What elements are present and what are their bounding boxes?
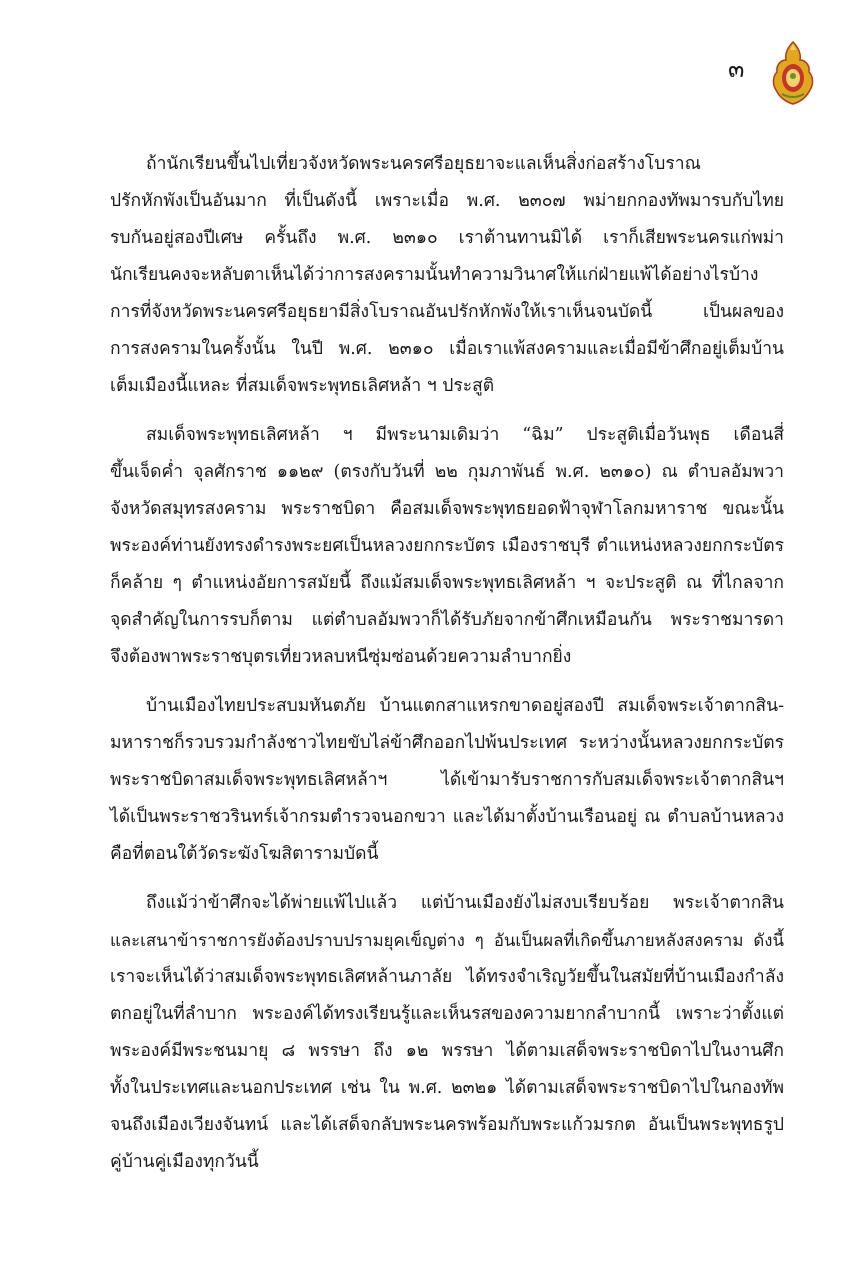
text-line: ปรักหักพังเป็นอันมาก ที่เป็นดังนี้ เพราะเมื่อ พ.ศ. ๒๓๐๗ พม่ายกกองทัพมารบกับไทย	[110, 191, 784, 211]
text-line: การสงครามในครั้งนั้น ในปี พ.ศ. ๒๓๑๐ เมื่อเราแพ้สงครามและเมื่อมีข้าศึกอยู่เต็มบ้าน	[110, 339, 784, 359]
text-line: ได้เป็นพระราชวรินทร์เจ้ากรมตำรวจนอกขวา และได้มาตั้งบ้านเรือนอยู่ ณ ตำบลบ้านหลวง	[110, 807, 784, 827]
text-line: ถ้านักเรียนขึ้นไปเที่ยวจังหวัดพระนครศรีอยุธยาจะแลเห็นสิ่งก่อสร้างโบราณ	[146, 154, 701, 174]
paragraph-3	[110, 688, 784, 873]
text-line: และเสนาข้าราชการยังต้องปราบปรามยุคเข็ญต่าง ๆ อันเป็นผลที่เกิดขึ้นภายหลังสงคราม ดังนี้	[110, 930, 784, 950]
paragraph-1	[110, 146, 784, 405]
text-line: คือที่ตอนใต้วัดระฆังโฆสิตารามบัดนี้	[110, 844, 379, 864]
text-line: ขึ้นเจ็ดค่ำ จุลศักราช ๑๑๒๙ (ตรงกับวันที่ ๒๒ กุมภาพันธ์ พ.ศ. ๒๓๑๐) ณ ตำบลอัมพวา	[110, 462, 784, 482]
text-line: พระองค์ท่านยังทรงดำรงพระยศเป็นหลวงยกกระบัตร เมืองราชบุรี ตำแหน่งหลวงยกกระบัตร	[110, 536, 784, 556]
paragraph-2	[110, 417, 784, 676]
text-line: บ้านเมืองไทยประสบมหันตภัย บ้านแตกสาแหรกขาดอยู่สองปี สมเด็จพระเจ้าตากสิน-	[146, 696, 784, 716]
text-line: มหาราชก็รวบรวมกำลังชาวไทยขับไล่ข้าศึกออกไปพ้นประเทศ ระหว่างนั้นหลวงยกกระบัตร	[110, 733, 784, 753]
text-line: พระราชบิดาสมเด็จพระพุทธเลิศหล้าฯ ได้เข้ามารับราชการกับสมเด็จพระเจ้าตากสินฯ	[110, 770, 784, 790]
text-line: จนถึงเมืองเวียงจันทน์ และได้เสด็จกลับพระนครพร้อมกับพระแก้วมรกต อันเป็นพระพุทธรูป	[110, 1115, 784, 1135]
text-line: เราจะเห็นได้ว่าสมเด็จพระพุทธเลิศหล้านภาลัย ได้ทรงจำเริญวัยขึ้นในสมัยที่บ้านเมืองกำลัง	[110, 967, 784, 987]
text-line: รบกันอยู่สองปีเศษ ครั้นถึง พ.ศ. ๒๓๑๐ เราต้านทานมิได้ เราก็เสียพระนครแก่พม่า	[110, 228, 784, 248]
text-line: เต็มเมืองนี้แหละ ที่สมเด็จพระพุทธเลิศหล้า ฯ ประสูติ	[110, 376, 495, 396]
text-line: ก็คล้าย ๆ ตำแหน่งอัยการสมัยนี้ ถึงแม้สมเด็จพระพุทธเลิศหล้า ฯ จะประสูติ ณ ที่ไกลจาก	[110, 573, 784, 593]
text-line: ถึงแม้ว่าข้าศึกจะได้พ่ายแพ้ไปแล้ว แต่บ้านเมืองยังไม่สงบเรียบร้อย พระเจ้าตากสิน	[146, 893, 784, 913]
text-line: สมเด็จพระพุทธเลิศหล้า ฯ มีพระนามเดิมว่า “ฉิม” ประสูติเมื่อวันพุธ เดือนสี่	[146, 425, 784, 445]
body-text	[110, 146, 784, 1181]
paragraph-4	[110, 885, 784, 1181]
school-emblem-icon	[768, 40, 818, 106]
text-line: คู่บ้านคู่เมืองทุกวันนี้	[110, 1152, 259, 1172]
text-line: ทั้งในประเทศและนอกประเทศ เช่น ใน พ.ศ. ๒๓๒๑ ได้ตามเสด็จพระราชบิดาไปในกองทัพ	[110, 1078, 784, 1098]
text-line: นักเรียนคงจะหลับตาเห็นได้ว่าการสงครามนั้นทำความวินาศให้แก่ฝ่ายแพ้ได้อย่างไรบ้าง	[110, 265, 759, 285]
text-line: ตกอยู่ในที่ลำบาก พระองค์ได้ทรงเรียนรู้และเห็นรสของความยากลำบากนี้ เพราะว่าตั้งแต่	[110, 1004, 784, 1024]
text-line: จังหวัดสมุทรสงคราม พระราชบิดา คือสมเด็จพระพุทธยอดฟ้าจุฬาโลกมหาราช ขณะนั้น	[110, 499, 784, 519]
text-line: พระองค์มีพระชนมายุ ๘ พรรษา ถึง ๑๒ พรรษา ได้ตามเสด็จพระราชบิดาไปในงานศึก	[110, 1041, 784, 1061]
text-line: จุดสำคัญในการรบก็ตาม แต่ตำบลอัมพวาก็ได้รับภัยจากข้าศึกเหมือนกัน พระราชมารดา	[110, 610, 784, 630]
text-line: จึงต้องพาพระราชบุตรเที่ยวหลบหนีซุ่มซ่อนด้วยความลำบากยิ่ง	[110, 647, 572, 667]
text-line: การที่จังหวัดพระนครศรีอยุธยามีสิ่งโบราณอันปรักหักพังให้เราเห็นจนบัดนี้ เป็นผลของ	[110, 302, 784, 322]
page-number: ๓	[728, 55, 745, 83]
